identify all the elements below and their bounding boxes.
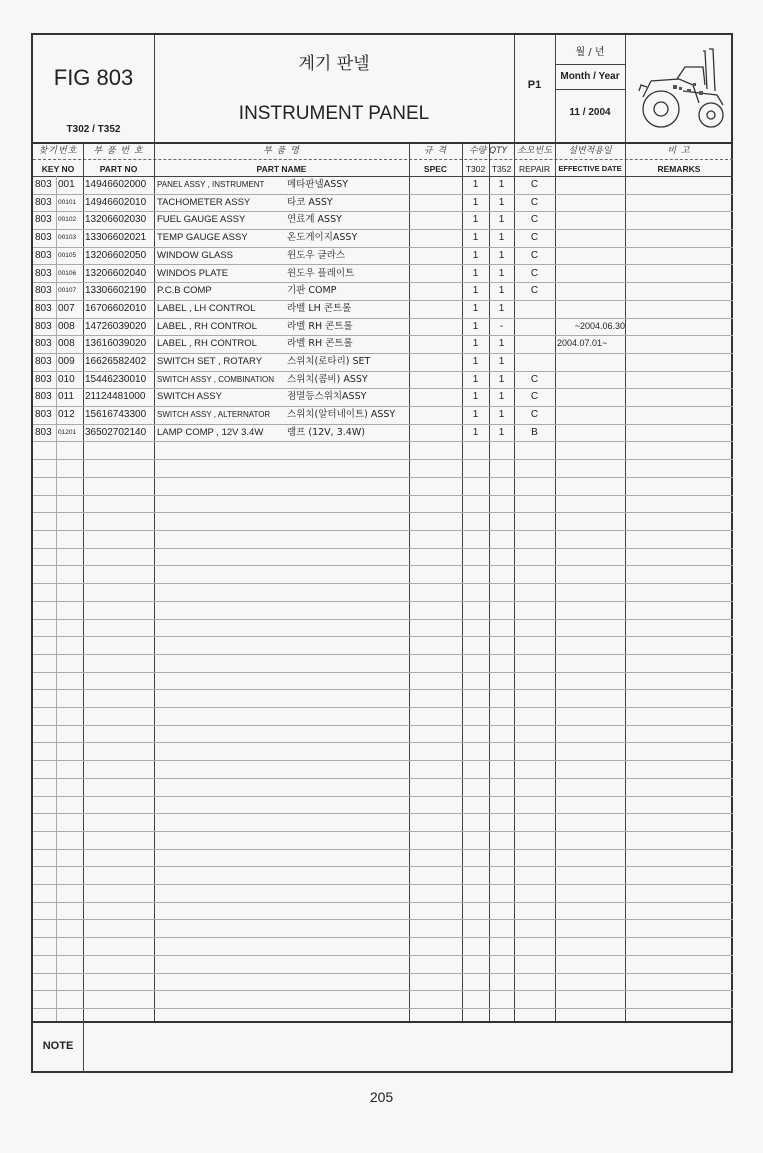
cell-part-name-ko: 윈도우 글라스 xyxy=(287,250,346,261)
cell-repair: C xyxy=(530,179,539,190)
cell-effective-date: ~2004.06.30 xyxy=(574,321,625,331)
table-row-line xyxy=(33,884,733,885)
cell-part-no: 16706602010 xyxy=(85,303,147,314)
cell-part-name-en: LAMP COMP , 12V 3.4W xyxy=(157,427,264,438)
model-numbers: T302 / T352 xyxy=(66,124,121,135)
cell-key: 00103 xyxy=(58,234,77,241)
cell-qty-t302: 1 xyxy=(472,303,479,314)
cell-key: 00101 xyxy=(58,199,77,206)
cell-part-name-ko: 스위치(알터네이트) ASSY xyxy=(287,409,396,420)
table-row xyxy=(33,211,733,229)
header-part-name-en: PART NAME xyxy=(256,164,307,174)
header-repair-ko: 소모빈도 xyxy=(517,146,552,156)
table-row xyxy=(33,300,733,318)
cell-qty-t302: 1 xyxy=(472,409,479,420)
cell-part-name-ko: 라벨 RH 콘트롤 xyxy=(287,338,353,349)
month-year-korean: 월 / 년 xyxy=(575,47,605,58)
page-code: P1 xyxy=(527,79,542,91)
cell-fig: 803 xyxy=(35,338,52,349)
cell-part-no: 14946602010 xyxy=(85,197,147,208)
cell-repair: C xyxy=(530,268,539,279)
table-row-line xyxy=(33,725,733,726)
cell-part-name-ko: 램프 (12V, 3.4W) xyxy=(287,427,365,438)
cell-part-name-en: PANEL ASSY , INSTRUMENT xyxy=(157,180,265,189)
header-spec-en: SPEC xyxy=(423,164,448,174)
cell-repair: C xyxy=(530,232,539,243)
table-row-line xyxy=(33,707,733,708)
cell-key: 007 xyxy=(58,303,75,314)
table-row-line xyxy=(33,973,733,974)
cell-fig: 803 xyxy=(35,303,52,314)
cell-part-name-en: SWITCH SET , ROTARY xyxy=(157,356,263,367)
cell-fig: 803 xyxy=(35,232,52,243)
cell-key: 012 xyxy=(58,409,75,420)
header-key-en: KEY NO xyxy=(41,164,75,174)
table-row-line xyxy=(33,990,733,991)
cell-qty-t352: 1 xyxy=(498,268,505,279)
cell-qty-t352: 1 xyxy=(498,250,505,261)
table-row xyxy=(33,318,733,336)
month-year-english: Month / Year xyxy=(560,71,620,82)
cell-qty-t352: 1 xyxy=(498,197,505,208)
cell-qty-t352: 1 xyxy=(498,427,505,438)
table-row-line xyxy=(33,849,733,850)
cell-qty-t352: 1 xyxy=(498,232,505,243)
cell-qty-t302: 1 xyxy=(472,338,479,349)
table-row xyxy=(33,335,733,353)
cell-part-name-ko: 온도게이지ASSY xyxy=(287,232,358,243)
cell-repair: C xyxy=(530,285,539,296)
cell-fig: 803 xyxy=(35,356,52,367)
cell-qty-t352: 1 xyxy=(498,409,505,420)
cell-qty-t352: - xyxy=(499,321,504,332)
header-bottom-line xyxy=(33,142,733,144)
table-row xyxy=(33,406,733,424)
header-spec-ko: 규 격 xyxy=(423,146,448,156)
cell-part-no: 13616039020 xyxy=(85,338,147,349)
cell-fig: 803 xyxy=(35,285,52,296)
header-part-no-en: PART NO xyxy=(99,164,138,174)
cell-key: 00105 xyxy=(58,252,77,259)
cell-qty-t302: 1 xyxy=(472,427,479,438)
cell-qty-t302: 1 xyxy=(472,321,479,332)
header-qty-ko: 수량 QTY xyxy=(468,146,508,156)
issue-date: 11 / 2004 xyxy=(569,107,611,118)
cell-qty-t302: 1 xyxy=(472,214,479,225)
header-eff-ko: 설변적용일 xyxy=(568,146,612,156)
cell-qty-t352: 1 xyxy=(498,338,505,349)
table-row-line xyxy=(33,495,733,496)
table-row-line xyxy=(33,919,733,920)
header-part-name-ko: 부 품 명 xyxy=(263,146,300,156)
cell-fig: 803 xyxy=(35,409,52,420)
cell-part-name-en: SWITCH ASSY , COMBINATION xyxy=(157,375,275,384)
table-row-line xyxy=(33,672,733,673)
cell-part-name-en: SWITCH ASSY xyxy=(157,391,222,402)
cell-repair: C xyxy=(530,374,539,385)
cell-fig: 803 xyxy=(35,427,52,438)
cell-part-name-ko: 라벨 LH 콘트롤 xyxy=(287,303,352,314)
cell-repair: C xyxy=(530,197,539,208)
cell-part-no: 13306602190 xyxy=(85,285,147,296)
header-divider-4 xyxy=(625,35,626,143)
title-korean: 계기 판넬 xyxy=(298,54,370,74)
cell-key: 011 xyxy=(58,391,74,402)
cell-fig: 803 xyxy=(35,268,52,279)
cell-qty-t302: 1 xyxy=(472,356,479,367)
cell-part-no: 13206602030 xyxy=(85,214,147,225)
cell-part-name-ko: 기판 COMP xyxy=(287,285,337,296)
cell-repair: C xyxy=(530,409,539,420)
cell-key: 01201 xyxy=(58,429,77,436)
cell-qty-t302: 1 xyxy=(472,391,479,402)
cell-repair: C xyxy=(530,250,539,261)
table-row-line xyxy=(33,601,733,602)
header-qty-t352: T352 xyxy=(491,164,512,174)
cell-key: 00106 xyxy=(58,270,77,277)
cell-part-no: 13206602040 xyxy=(85,268,147,279)
header-remarks-ko: 비 고 xyxy=(667,146,691,156)
cell-part-name-en: LABEL , RH CONTROL xyxy=(157,321,257,332)
cell-part-name-en: P.C.B COMP xyxy=(157,285,212,296)
cell-part-no: 14726039020 xyxy=(85,321,147,332)
cell-key: 009 xyxy=(58,356,75,367)
cell-qty-t302: 1 xyxy=(472,197,479,208)
cell-part-no: 15446230010 xyxy=(85,374,147,385)
cell-part-name-ko: 스위치(로타리) SET xyxy=(287,356,371,367)
cell-qty-t352: 1 xyxy=(498,214,505,225)
cell-part-name-ko: 윈도우 플레이트 xyxy=(287,268,355,279)
table-row-line xyxy=(33,583,733,584)
cell-qty-t302: 1 xyxy=(472,268,479,279)
table-row xyxy=(33,229,733,247)
header-eff-en: EFFECTIVE DATE xyxy=(558,164,622,173)
table-row-line xyxy=(33,512,733,513)
cell-part-name-en: WINDOW GLASS xyxy=(157,250,234,261)
cell-part-name-en: FUEL GAUGE ASSY xyxy=(157,214,246,225)
cell-key: 008 xyxy=(58,338,75,349)
cell-part-name-en: LABEL , RH CONTROL xyxy=(157,338,257,349)
tractor-illustration xyxy=(633,45,729,133)
table-row-line xyxy=(33,866,733,867)
table-row xyxy=(33,353,733,371)
header-part-no-ko: 부 품 번 호 xyxy=(93,146,144,156)
note-label: NOTE xyxy=(42,1040,74,1052)
cell-effective-date: 2004.07.01~ xyxy=(557,338,608,348)
cell-fig: 803 xyxy=(35,197,52,208)
table-row-line xyxy=(33,760,733,761)
cell-part-no: 21124481000 xyxy=(85,391,146,402)
fig-number: FIG 803 xyxy=(53,65,134,90)
table-row xyxy=(33,424,733,442)
cell-fig: 803 xyxy=(35,179,52,190)
cell-part-no: 15616743300 xyxy=(85,409,147,420)
cell-qty-t352: 1 xyxy=(498,391,505,402)
cell-part-name-en: WINDOS PLATE xyxy=(157,268,229,279)
table-row-line xyxy=(33,955,733,956)
header-date-line-1 xyxy=(555,64,625,65)
cell-fig: 803 xyxy=(35,374,52,385)
cell-repair: B xyxy=(531,427,538,438)
table-row-line xyxy=(33,654,733,655)
cell-qty-t302: 1 xyxy=(472,250,479,261)
cell-part-no: 13306602021 xyxy=(85,232,147,243)
table-row-line xyxy=(33,619,733,620)
cell-part-no: 13206602050 xyxy=(85,250,147,261)
table-row-line xyxy=(33,937,733,938)
header-qty-t302: T302 xyxy=(465,164,486,174)
note-divider xyxy=(83,1021,84,1073)
header-repair-en: REPAIR xyxy=(518,164,551,174)
table-row-line xyxy=(33,778,733,779)
cell-key: 00107 xyxy=(58,287,77,294)
table-row-line xyxy=(33,796,733,797)
table-row-line xyxy=(33,565,733,566)
cell-part-name-ko: 메타판넬ASSY xyxy=(287,179,349,190)
cell-key: 010 xyxy=(58,374,75,385)
table-row xyxy=(33,194,733,212)
cell-qty-t352: 1 xyxy=(498,285,505,296)
title-english: INSTRUMENT PANEL xyxy=(238,103,430,124)
cell-qty-t352: 1 xyxy=(498,303,505,314)
table-row-line xyxy=(33,902,733,903)
cell-key: 00102 xyxy=(58,216,77,223)
cell-part-name-ko: 타코 ASSY xyxy=(287,197,333,208)
cell-part-no: 16626582402 xyxy=(85,356,147,367)
table-row-line xyxy=(33,530,733,531)
table-row-line xyxy=(33,813,733,814)
header-date-line-2 xyxy=(555,89,625,90)
table-row-line xyxy=(33,548,733,549)
cell-part-name-en: TEMP GAUGE ASSY xyxy=(157,232,248,243)
cell-qty-t302: 1 xyxy=(472,374,479,385)
cell-part-no: 36502702140 xyxy=(85,427,147,438)
table-row-line xyxy=(33,742,733,743)
table-row-line xyxy=(33,459,733,460)
page-frame xyxy=(31,33,733,1073)
table-row-line xyxy=(33,636,733,637)
column-header-middle-line xyxy=(33,159,733,160)
table-row-line xyxy=(33,689,733,690)
table-row-line xyxy=(33,1008,733,1009)
header-key-ko: 찾기번호 xyxy=(38,146,78,156)
cell-part-name-en: SWITCH ASSY , ALTERNATOR xyxy=(157,410,271,419)
table-row-line xyxy=(33,831,733,832)
page-number: 205 xyxy=(369,1089,394,1105)
table-row-line xyxy=(33,477,733,478)
cell-part-name-ko: 라벨 RH 콘트롤 xyxy=(287,321,353,332)
table-row xyxy=(33,265,733,283)
cell-part-name-ko: 스위치(콤비) ASSY xyxy=(287,374,368,385)
note-top-line xyxy=(33,1021,733,1023)
header-remarks-en: REMARKS xyxy=(657,164,701,174)
cell-part-name-en: LABEL , LH CONTROL xyxy=(157,303,256,314)
cell-qty-t352: 1 xyxy=(498,374,505,385)
cell-fig: 803 xyxy=(35,214,52,225)
cell-fig: 803 xyxy=(35,391,52,402)
table-row xyxy=(33,371,733,389)
table-row xyxy=(33,176,733,194)
cell-fig: 803 xyxy=(35,321,52,332)
cell-qty-t302: 1 xyxy=(472,179,479,190)
table-row xyxy=(33,282,733,300)
cell-key: 001 xyxy=(58,179,75,190)
table-row xyxy=(33,388,733,406)
cell-key: 008 xyxy=(58,321,75,332)
table-row xyxy=(33,247,733,265)
cell-part-no: 14946602000 xyxy=(85,179,147,190)
cell-repair: C xyxy=(530,214,539,225)
cell-fig: 803 xyxy=(35,250,52,261)
cell-repair: C xyxy=(530,391,539,402)
cell-qty-t302: 1 xyxy=(472,232,479,243)
cell-part-name-ko: 점멸등스위치ASSY xyxy=(287,391,367,402)
cell-qty-t302: 1 xyxy=(472,285,479,296)
cell-part-name-ko: 연료계 ASSY xyxy=(287,214,342,225)
cell-part-name-en: TACHOMETER ASSY xyxy=(157,197,251,208)
cell-qty-t352: 1 xyxy=(498,179,505,190)
cell-qty-t352: 1 xyxy=(498,356,505,367)
